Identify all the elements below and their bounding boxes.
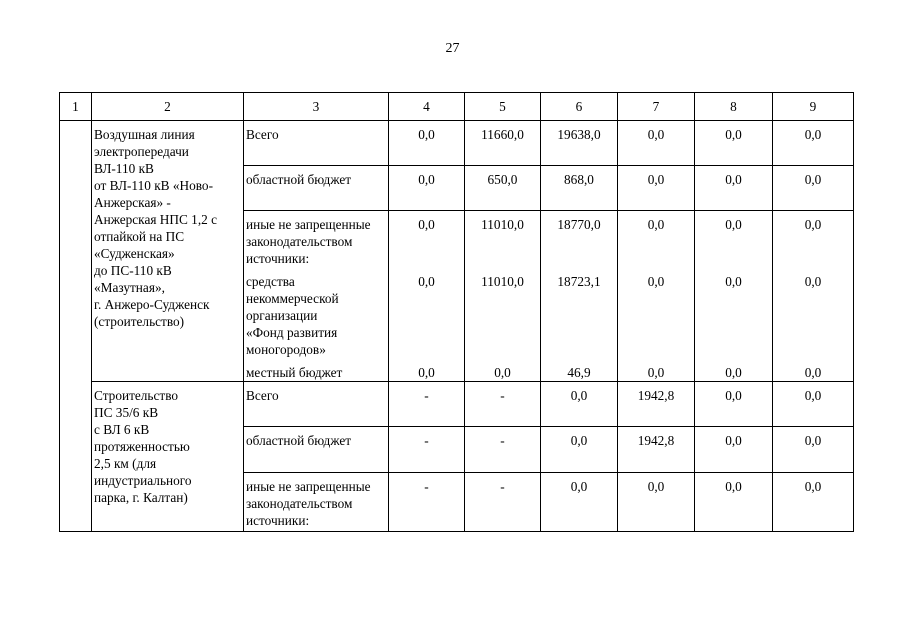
header-cell-9: 9	[773, 93, 854, 121]
value-spacer	[697, 233, 770, 250]
table-row	[60, 382, 854, 427]
value-cell: 0,0	[541, 427, 618, 473]
value-spacer	[620, 250, 692, 267]
funding-source-line: некоммерческой	[246, 291, 339, 306]
value-cell: 0,0	[618, 166, 695, 211]
value-spacer	[620, 341, 692, 358]
value-spacer	[543, 512, 615, 529]
value-spacer	[467, 341, 538, 358]
value-cell: 868,0	[541, 166, 618, 211]
value-text: 0,0	[725, 365, 742, 380]
value-cell	[465, 211, 541, 382]
value-cell	[618, 211, 695, 382]
value-text: -	[424, 479, 429, 494]
project-name-line: «Мазутная»,	[94, 280, 165, 295]
value-spacer	[391, 233, 462, 250]
value-cell: -	[465, 382, 541, 427]
value-text: 0,0	[647, 365, 665, 380]
project-name-line: «Судженская»	[94, 246, 175, 261]
value-cell: 0,0	[541, 382, 618, 427]
project-name-cell	[92, 382, 244, 532]
value-text: 11010,0	[481, 217, 524, 232]
value-text: 0,0	[725, 274, 742, 289]
value-cell: 0,0	[773, 166, 854, 211]
value-cell: 0,0	[695, 427, 773, 473]
value-spacer	[775, 307, 851, 324]
header-cell-1: 1	[60, 93, 92, 121]
funding-source-line: моногородов»	[246, 342, 326, 357]
value-text: 0,0	[725, 217, 742, 232]
project-name-line: с ВЛ 6 кВ	[94, 422, 150, 437]
value-cell	[541, 473, 618, 532]
project-name-cell	[92, 121, 244, 382]
value-spacer	[391, 307, 462, 324]
value-text: 0,0	[418, 274, 435, 289]
value-cell: 0,0	[389, 121, 465, 166]
value-text: 18723,1	[557, 274, 601, 289]
project-name-line: 2,5 км (для	[94, 456, 157, 471]
value-cell	[389, 211, 465, 382]
value-cell: -	[389, 427, 465, 473]
table-row	[60, 121, 854, 166]
value-text: 0,0	[804, 274, 822, 289]
project-name-line: парка, г. Калтан)	[94, 490, 188, 505]
value-spacer	[467, 233, 538, 250]
value-spacer	[467, 495, 538, 512]
value-spacer	[697, 250, 770, 267]
value-cell: 0,0	[618, 121, 695, 166]
project-name-line: электропередачи	[94, 144, 189, 159]
budget-table	[59, 92, 854, 532]
project-name-line: г. Анжеро-Судженск	[94, 297, 210, 312]
value-cell: 1942,8	[618, 382, 695, 427]
value-spacer	[391, 324, 462, 341]
project-name-line: (строительство)	[94, 314, 185, 329]
value-spacer	[775, 324, 851, 341]
header-cell-2: 2	[92, 93, 244, 121]
value-text: 0,0	[804, 365, 822, 380]
funding-source-line: иные не запрещенные	[246, 217, 371, 232]
value-text: 0,0	[725, 479, 742, 494]
value-cell: 650,0	[465, 166, 541, 211]
value-cell: 0,0	[389, 166, 465, 211]
funding-source-line: иные не запрещенные	[246, 479, 371, 494]
value-text: 11010,0	[481, 274, 524, 289]
project-name-line: до ПС-110 кВ	[94, 263, 172, 278]
funding-source-line: организации	[246, 308, 318, 323]
value-cell: 1942,8	[618, 427, 695, 473]
value-spacer	[620, 512, 692, 529]
funding-source-line: средства	[246, 274, 295, 289]
value-text: 0,0	[804, 479, 822, 494]
project-name-line: протяженностью	[94, 439, 190, 454]
value-spacer	[697, 290, 770, 307]
value-spacer	[391, 512, 462, 529]
value-spacer	[391, 495, 462, 512]
value-spacer	[543, 495, 615, 512]
value-text: 0,0	[647, 479, 665, 494]
value-cell: -	[389, 382, 465, 427]
value-cell	[773, 473, 854, 532]
project-name-line: Анжерская НПС 1,2 с	[94, 212, 218, 227]
value-text: 0,0	[804, 217, 822, 232]
project-name-line: отпайкой на ПС	[94, 229, 185, 244]
project-name-line: ПС 35/6 кВ	[94, 405, 159, 420]
value-text: 0,0	[647, 274, 665, 289]
funding-source-cell: областной бюджет	[244, 166, 389, 211]
funding-source-line: законодательством	[246, 496, 353, 511]
value-cell	[465, 473, 541, 532]
value-cell: 0,0	[695, 166, 773, 211]
value-text: 0,0	[418, 365, 435, 380]
value-text: 46,9	[567, 365, 591, 380]
value-spacer	[543, 250, 615, 267]
value-spacer	[697, 495, 770, 512]
funding-source-line: «Фонд развития	[246, 325, 338, 340]
value-spacer	[620, 324, 692, 341]
value-spacer	[775, 233, 851, 250]
value-spacer	[391, 290, 462, 307]
value-spacer	[391, 341, 462, 358]
value-cell	[695, 211, 773, 382]
header-cell-7: 7	[618, 93, 695, 121]
project-name-line: от ВЛ-110 кВ «Ново-	[94, 178, 214, 193]
value-cell	[389, 473, 465, 532]
value-text: 0,0	[647, 217, 665, 232]
value-cell: 0,0	[695, 382, 773, 427]
funding-source-cell: областной бюджет	[244, 427, 389, 473]
header-cell-8: 8	[695, 93, 773, 121]
value-spacer	[467, 290, 538, 307]
funding-source-cell: Всего	[244, 121, 389, 166]
value-spacer	[775, 341, 851, 358]
value-spacer	[775, 250, 851, 267]
value-cell: 0,0	[773, 427, 854, 473]
funding-source-line: источники:	[246, 513, 310, 528]
funding-source-cell: Всего	[244, 382, 389, 427]
value-spacer	[543, 307, 615, 324]
header-cell-4: 4	[389, 93, 465, 121]
value-spacer	[775, 495, 851, 512]
funding-source-line: местный бюджет	[246, 365, 343, 380]
project-name-line: Строительство	[94, 388, 179, 403]
value-spacer	[467, 324, 538, 341]
page-number: 27	[445, 41, 460, 56]
value-spacer	[697, 512, 770, 529]
value-spacer	[697, 324, 770, 341]
value-cell	[541, 211, 618, 382]
value-cell: 0,0	[773, 121, 854, 166]
header-cell-5: 5	[465, 93, 541, 121]
value-spacer	[697, 341, 770, 358]
funding-source-cell	[244, 211, 389, 382]
project-name-line: Анжерская» -	[94, 195, 171, 210]
value-spacer	[543, 324, 615, 341]
value-spacer	[620, 495, 692, 512]
value-text: 0,0	[570, 479, 588, 494]
value-text: 0,0	[418, 217, 435, 232]
value-cell: 11660,0	[465, 121, 541, 166]
value-spacer	[543, 290, 615, 307]
value-spacer	[543, 233, 615, 250]
row-number-cell	[60, 121, 92, 532]
header-cell-3: 3	[244, 93, 389, 121]
value-spacer	[775, 290, 851, 307]
value-spacer	[391, 250, 462, 267]
project-name-line: ВЛ-110 кВ	[94, 161, 154, 176]
header-cell-6: 6	[541, 93, 618, 121]
header-row	[60, 93, 854, 121]
value-spacer	[467, 307, 538, 324]
value-cell	[773, 211, 854, 382]
value-spacer	[467, 250, 538, 267]
funding-source-line: источники:	[246, 251, 310, 266]
value-spacer	[620, 233, 692, 250]
value-cell: 0,0	[773, 382, 854, 427]
value-text: 18770,0	[557, 217, 601, 232]
project-name-line: Воздушная линия	[94, 127, 195, 142]
value-cell: -	[465, 427, 541, 473]
value-cell: 19638,0	[541, 121, 618, 166]
table-body	[60, 93, 854, 532]
value-spacer	[775, 512, 851, 529]
value-cell	[695, 473, 773, 532]
value-spacer	[467, 512, 538, 529]
value-text: -	[500, 479, 505, 494]
funding-source-cell	[244, 473, 389, 532]
funding-source-line: законодательством	[246, 234, 353, 249]
value-spacer	[620, 307, 692, 324]
value-text: 0,0	[494, 365, 511, 380]
value-cell: 0,0	[695, 121, 773, 166]
value-spacer	[620, 290, 692, 307]
project-name-line: индустриального	[94, 473, 192, 488]
value-spacer	[697, 307, 770, 324]
value-spacer	[543, 341, 615, 358]
value-cell	[618, 473, 695, 532]
